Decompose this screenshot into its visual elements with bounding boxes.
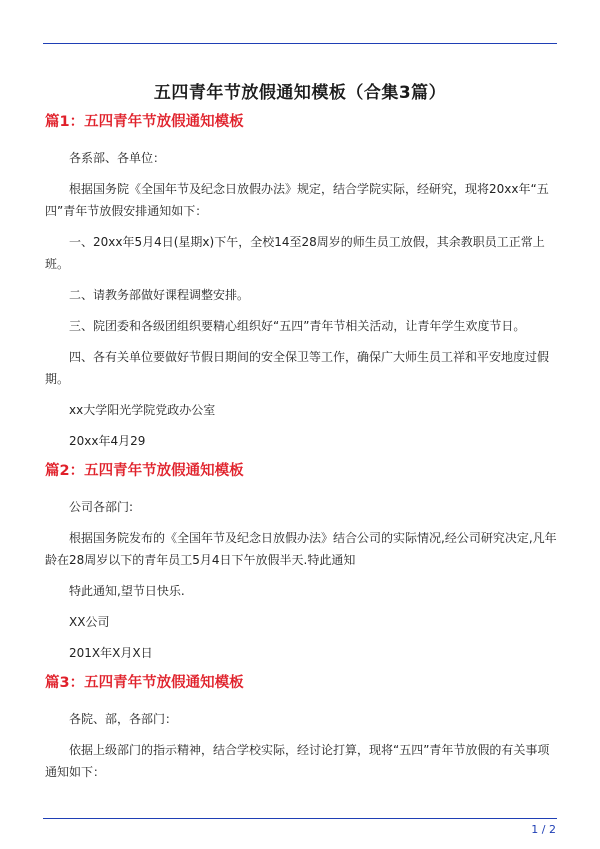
paragraph: 根据国务院《全国年节及纪念日放假办法》规定，结合学院实际，经研究，现将20xx年“五四”青年节放假安排通知如下：: [45, 182, 549, 218]
section-3: [45, 673, 557, 783]
footer-rule: [43, 818, 557, 819]
document-body: [45, 112, 557, 792]
section-1: [45, 112, 557, 452]
document-title: 五四青年节放假通知模板（合集3篇）: [153, 83, 447, 103]
signature-date: 20xx年4月29: [69, 434, 146, 448]
paragraph: 各系部、各单位：: [69, 151, 166, 165]
section-heading: 篇3：五四青年节放假通知模板: [45, 675, 244, 691]
header-rule: [43, 43, 557, 44]
paragraph: 依据上级部门的指示精神，结合学校实际，经讨论打算，现将“五四”青年节放假的有关事项通知如下：: [45, 743, 550, 779]
paragraph: 根据国务院发布的《全国年节及纪念日放假办法》结合公司的实际情况,经公司研究决定,凡年龄在28周岁以下的青年员工5月4日下午放假半天.特此通知: [45, 531, 557, 567]
signature-office: xx大学阳光学院党政办公室: [69, 403, 216, 417]
page-number: 1 / 2: [531, 823, 556, 836]
section-heading: 篇1：五四青年节放假通知模板: [45, 114, 244, 130]
section-2: [45, 461, 557, 664]
paragraph: 一、20xx年5月4日(星期x)下午，全校14至28周岁的师生员工放假，其余教职员工正常上班。: [45, 235, 545, 271]
paragraph: 二、请教务部做好课程调整安排。: [69, 288, 250, 302]
paragraph: 特此通知,望节日快乐.: [69, 584, 185, 598]
signature-company: XX公司: [69, 615, 110, 629]
section-heading: 篇2：五四青年节放假通知模板: [45, 463, 244, 479]
paragraph: 四、各有关单位要做好节假日期间的安全保卫等工作，确保广大师生员工祥和平安地度过假期。: [45, 350, 550, 386]
signature-date: 201X年X月X日: [69, 646, 153, 660]
paragraph: 三、院团委和各级团组织要精心组织好“五四”青年节相关活动，让青年学生欢度节日。: [69, 319, 526, 333]
paragraph: 各院、部，各部门：: [69, 712, 178, 726]
paragraph: 公司各部门:: [69, 500, 134, 514]
